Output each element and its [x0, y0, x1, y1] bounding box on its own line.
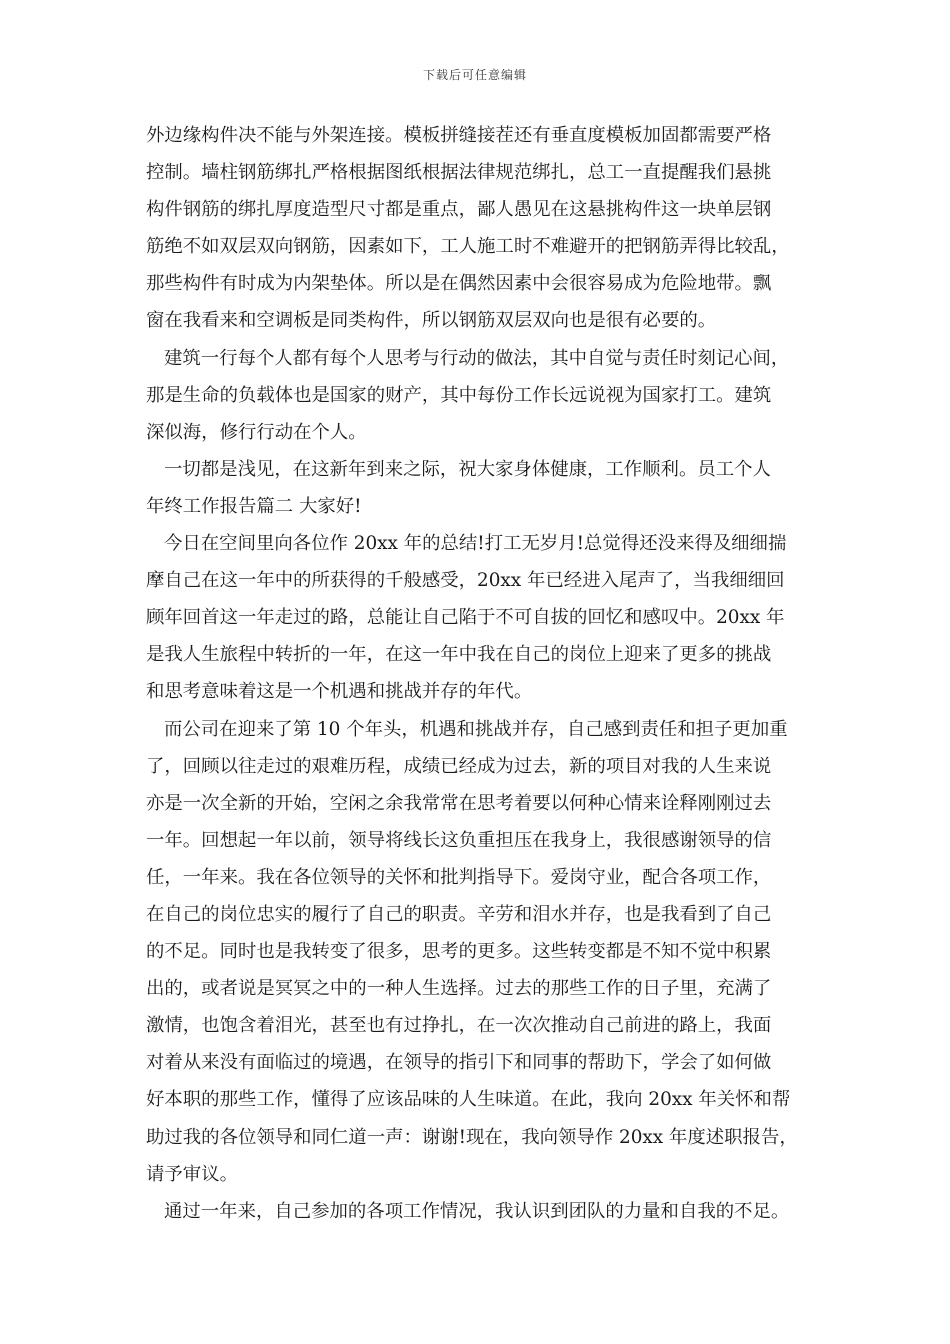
text-line: 是我人生旅程中转折的一年，在这一年中我在自己的岗位上迎来了更多的挑战 [146, 644, 772, 666]
text-line: 深似海，修行行动在个人。 [146, 421, 367, 443]
text-line: 年终工作报告篇二 大家好! [146, 495, 362, 517]
text-line: 了，回顾以往走过的艰难历程，成绩已经成为过去，新的项目对我的人生来说 [146, 755, 772, 777]
text-line: 那是生命的负载体也是国家的财产，其中每份工作长远说视为国家打工。建筑 [146, 384, 772, 406]
page-header: 下载后可任意编辑 [422, 68, 527, 82]
text-line: 筋绝不如双层双向钢筋，因素如下，工人施工时不难避开的把钢筋弄得比较乱， [146, 236, 790, 258]
text-line: 构件钢筋的绑扎厚度造型尺寸都是重点，鄙人愚见在这悬挑构件这一块单层钢 [146, 199, 772, 221]
paragraph-start-line: 今日在空间里向各位作 20xx 年的总结!打工无岁月!总觉得还没来得及细细揣 [164, 533, 787, 555]
text-line: 助过我的各位领导和同仁道一声：谢谢!现在，我向领导作 20xx 年度述职报告， [146, 1126, 798, 1148]
text-line: 在自己的岗位忠实的履行了自己的职责。辛劳和泪水并存，也是我看到了自己 [146, 903, 772, 925]
text-line: 出的，或者说是冥冥之中的一种人生选择。过去的那些工作的日子里，充满了 [146, 978, 772, 1000]
text-line: 激情，也饱含着泪光，甚至也有过挣扎，在一次次推动自己前进的路上，我面 [146, 1015, 772, 1037]
text-line: 那些构件有时成为内架垫体。所以是在偶然因素中会很容易成为危险地带。飘 [146, 273, 772, 295]
text-line: 亦是一次全新的开始，空闲之余我常常在思考着要以何种心情来诠释刚刚过去 [146, 792, 772, 814]
paragraph-start-line: 一切都是浅见，在这新年到来之际，祝大家身体健康，工作顺利。员工个人 [164, 458, 771, 480]
text-line: 外边缘构件决不能与外架连接。模板拼缝接茬还有垂直度模板加固都需要严格 [146, 125, 772, 146]
text-line: 好本职的那些工作，懂得了应该品味的人生味道。在此，我向 20xx 年关怀和帮 [146, 1089, 791, 1111]
paragraph-start-line: 而公司在迎来了第 10 个年头，机遇和挑战并存，自己感到责任和担子更加重 [164, 718, 788, 740]
text-line: 窗在我看来和空调板是同类构件，所以钢筋双层双向也是很有必要的。 [146, 310, 717, 332]
text-line: 一年。回想起一年以前，领导将线长这负重担压在我身上，我很感谢领导的信 [146, 829, 772, 851]
paragraph-start-line: 建筑一行每个人都有每个人思考与行动的做法，其中自觉与责任时刻记心间， [164, 347, 790, 369]
text-line: 摩自己在这一年中的所获得的千般感受，20xx 年已经进入尾声了，当我细细回 [146, 570, 785, 592]
paragraph-start-line: 通过一年来，自己参加的各项工作情况，我认识到团队的力量和自我的不足。 [164, 1200, 790, 1222]
text-line: 和思考意味着这是一个机遇和挑战并存的年代。 [146, 681, 533, 703]
text-line: 请予审议。 [146, 1163, 238, 1185]
text-line: 的不足。同时也是我转变了很多，思考的更多。这些转变都是不知不觉中积累 [146, 941, 772, 963]
text-line: 任，一年来。我在各位领导的关怀和批判指导下。爱岗守业，配合各项工作， [146, 866, 772, 888]
text-line: 对着从来没有面临过的境遇，在领导的指引下和同事的帮助下，学会了如何做 [146, 1052, 772, 1074]
text-line: 顾年回首这一年走过的路，总能让自己陷于不可自拔的回忆和感叹中。20xx 年 [146, 607, 785, 629]
text-line: 控制。墙柱钢筋绑扎严格根据图纸根据法律规范绑扎，总工一直提醒我们悬挑 [146, 162, 772, 184]
document-body [146, 117, 822, 1230]
